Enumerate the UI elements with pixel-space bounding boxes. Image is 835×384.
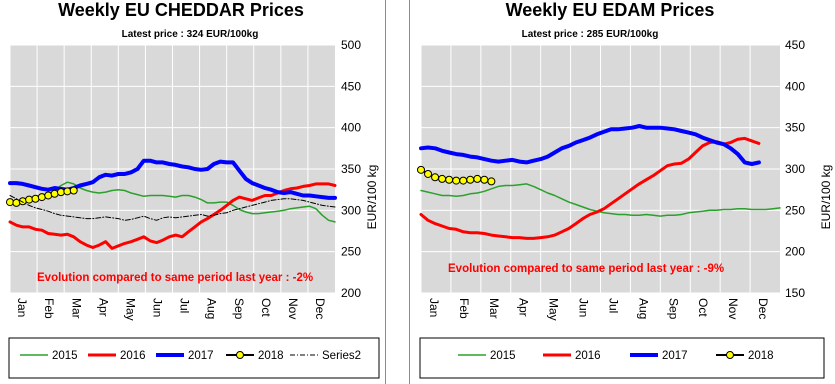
x-tick-label: Oct — [258, 298, 273, 317]
x-tick-label: Dec — [313, 298, 328, 320]
x-tick-label: Jul — [606, 298, 621, 314]
series-point-2018 — [481, 176, 488, 183]
y-tick-label: 250 — [785, 203, 806, 218]
legend-label: 2015 — [52, 350, 78, 362]
chart-title: Weekly EU EDAM Prices — [505, 0, 715, 20]
x-tick-label: Mar — [486, 298, 501, 319]
legend-label: 2017 — [662, 350, 688, 362]
series-point-2018 — [57, 189, 64, 196]
y-tick-label: 250 — [341, 244, 362, 259]
x-tick-label: May — [546, 298, 561, 321]
y-tick-label: 150 — [785, 286, 806, 300]
series-point-2018 — [26, 196, 33, 203]
x-tick-label: Jun — [150, 298, 165, 318]
series-point-2018 — [418, 166, 425, 173]
x-tick-label: Aug — [204, 298, 219, 320]
y-tick-label: 200 — [785, 244, 806, 259]
x-tick-label: Apr — [516, 298, 531, 317]
x-tick-label: Dec — [756, 298, 771, 320]
chart-subtitle: Latest price : 324 EUR/100kg — [121, 29, 259, 40]
x-tick-label: Aug — [636, 298, 651, 320]
series-point-2018 — [45, 192, 52, 199]
series-point-2018 — [488, 178, 495, 185]
y-tick-label: 400 — [785, 79, 806, 94]
x-tick-label: Jun — [576, 298, 591, 318]
evolution-annotation: Evolution compared to same period last year : -9% — [448, 263, 725, 275]
legend-label: 2016 — [575, 350, 601, 362]
evolution-annotation: Evolution compared to same period last year : -2% — [37, 272, 314, 284]
legend-label: 2016 — [120, 350, 146, 362]
series-point-2018 — [32, 195, 39, 202]
x-tick-label: Apr — [96, 298, 111, 317]
x-tick-label: Nov — [285, 298, 300, 320]
y-tick-label: 200 — [341, 286, 362, 300]
y-tick-label: 350 — [785, 120, 806, 135]
series-point-2018 — [425, 170, 432, 177]
chart-edam — [410, 0, 835, 384]
legend-label: 2015 — [490, 350, 516, 362]
y-tick-label: 300 — [341, 203, 362, 218]
x-tick-label: Sep — [666, 298, 681, 320]
x-tick-label: May — [123, 298, 138, 321]
series-point-2018 — [446, 176, 453, 183]
chart-subtitle: Latest price : 285 EUR/100kg — [521, 29, 659, 40]
legend-label: Series2 — [322, 350, 361, 362]
x-tick-label: Feb — [42, 298, 57, 319]
x-tick-label: Jan — [426, 298, 441, 318]
y-tick-label: 300 — [785, 162, 806, 176]
series-point-2018 — [51, 190, 58, 197]
chart-cheddar — [0, 0, 385, 384]
x-tick-label: Nov — [726, 298, 741, 320]
x-tick-label: Jul — [177, 298, 192, 314]
y-tick-label: 450 — [785, 38, 806, 52]
series-point-2018 — [64, 188, 71, 195]
x-tick-label: Oct — [696, 298, 711, 317]
chart-title: Weekly EU CHEDDAR Prices — [58, 0, 304, 20]
x-tick-label: Jan — [15, 298, 30, 318]
legend-label: 2017 — [188, 350, 214, 362]
chart-panel-edam — [409, 0, 835, 384]
chart-panel-cheddar — [0, 0, 386, 384]
series-point-2018 — [7, 199, 14, 206]
series-point-2018 — [453, 177, 460, 184]
y-tick-label: 350 — [341, 162, 362, 176]
legend-marker — [727, 352, 734, 359]
y-tick-label: 400 — [341, 120, 362, 135]
legend-marker — [237, 352, 244, 359]
series-point-2018 — [432, 174, 439, 181]
series-point-2018 — [439, 175, 446, 182]
series-point-2018 — [474, 175, 481, 182]
x-tick-label: Sep — [231, 298, 246, 320]
x-tick-label: Mar — [69, 298, 84, 319]
y-tick-label: 500 — [341, 38, 362, 52]
series-point-2018 — [467, 176, 474, 183]
y-axis-label: EUR/100 kg — [365, 164, 379, 230]
y-axis-label: EUR/100 kg — [819, 164, 833, 230]
series-point-2018 — [460, 177, 467, 184]
series-point-2018 — [38, 194, 45, 201]
legend-label: 2018 — [748, 350, 774, 362]
legend-label: 2018 — [258, 350, 284, 362]
y-tick-label: 450 — [341, 79, 362, 94]
series-point-2018 — [70, 187, 77, 194]
x-tick-label: Feb — [456, 298, 471, 319]
